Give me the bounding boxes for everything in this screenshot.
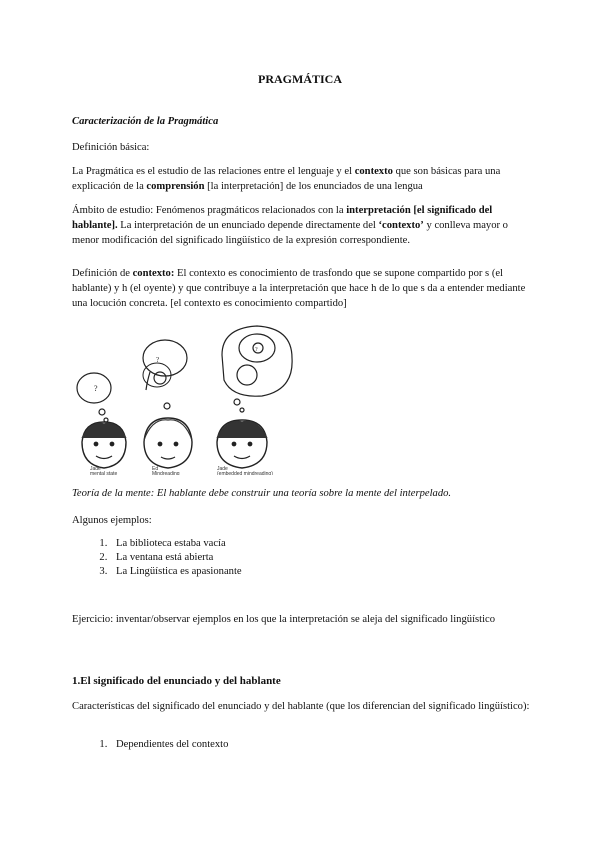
- text-run-bold: comprensión: [146, 181, 205, 192]
- figure-sublabel: Mindreading: [152, 471, 180, 475]
- list-item: 2. La ventana está abierta: [110, 551, 242, 565]
- text-run: [la interpretación] de los enunciados de una lengua: [204, 181, 423, 192]
- ed-figure: [143, 340, 192, 468]
- characteristics-paragraph: Características del significado del enunciado y del hablante (que los diferencian del significado lingüístico):: [72, 701, 530, 712]
- list-item: 3. La Lingüística es apasionante: [110, 565, 242, 579]
- characteristics-list: [72, 738, 228, 752]
- text-run: El contexto es conocimiento de trasfondo que se supone compartido por s (el hablante) y h (el oyente) y que contribuye a la interpretación que hace h de lo que s da a entender mediante una locución concreta. [el contexto es conocimiento compartido]: [72, 268, 526, 309]
- examples-label: Algunos ejemplos:: [72, 515, 152, 526]
- bubble-mark: ?: [94, 384, 98, 393]
- bubble-mark: ?: [156, 356, 160, 364]
- examples-list: [72, 537, 242, 579]
- text-run-bold: interpretación [el significado del hablante].: [72, 205, 493, 231]
- list-item: 1. Dependientes del contexto: [110, 738, 228, 752]
- list-item: 1. La biblioteca estaba vacía: [110, 537, 242, 551]
- page-title: PRAGMÁTICA: [258, 72, 342, 86]
- figure-label: Jade: [90, 466, 101, 472]
- text-run: Definición de: [72, 268, 133, 279]
- theory-of-mind-illustration: [72, 320, 297, 475]
- ambito-paragraph: [72, 203, 532, 248]
- figure-sublabel: (embedded mindreading): [217, 471, 273, 475]
- jade-figure: [77, 373, 126, 468]
- section-heading: 1.El significado del enunciado y del hablante: [72, 675, 281, 687]
- text-run-bold: contexto:: [132, 268, 175, 279]
- text-run: La Pragmática es el estudio de las relaciones entre el lenguaje y el: [72, 166, 355, 177]
- definition-basic-label: Definición básica:: [72, 142, 150, 153]
- section-title: Caracterización de la Pragmática: [72, 116, 219, 127]
- theory-of-mind-figure: [72, 320, 297, 475]
- contexto-paragraph: [72, 266, 532, 311]
- text-run-bold: contexto: [354, 166, 393, 177]
- figure-sublabel: mental state: [90, 471, 118, 475]
- exercise-paragraph: Ejercicio: inventar/observar ejemplos en los que la interpretación se aleja del significado lingüístico: [72, 614, 496, 625]
- text-run: que son básicas para una explicación de la: [72, 166, 501, 192]
- figure-label: Jade: [217, 466, 228, 472]
- figure-label: Ed: [152, 466, 159, 472]
- figure-caption: Teoría de la mente: El hablante debe construir una teoría sobre la mente del interpelado.: [72, 488, 452, 499]
- text-run: La interpretación de un enunciado depende directamente del: [117, 220, 379, 231]
- definition-basic-paragraph: [72, 164, 532, 194]
- text-run-bold: ‘contexto’: [378, 220, 424, 231]
- text-run: y conlleva mayor o menor modificación del significado lingüístico de la expresión correspondiente.: [72, 220, 508, 246]
- bubble-mark: ?: [255, 347, 258, 353]
- text-run: Ámbito de estudio: Fenómenos pragmáticos relacionados con la: [72, 205, 347, 216]
